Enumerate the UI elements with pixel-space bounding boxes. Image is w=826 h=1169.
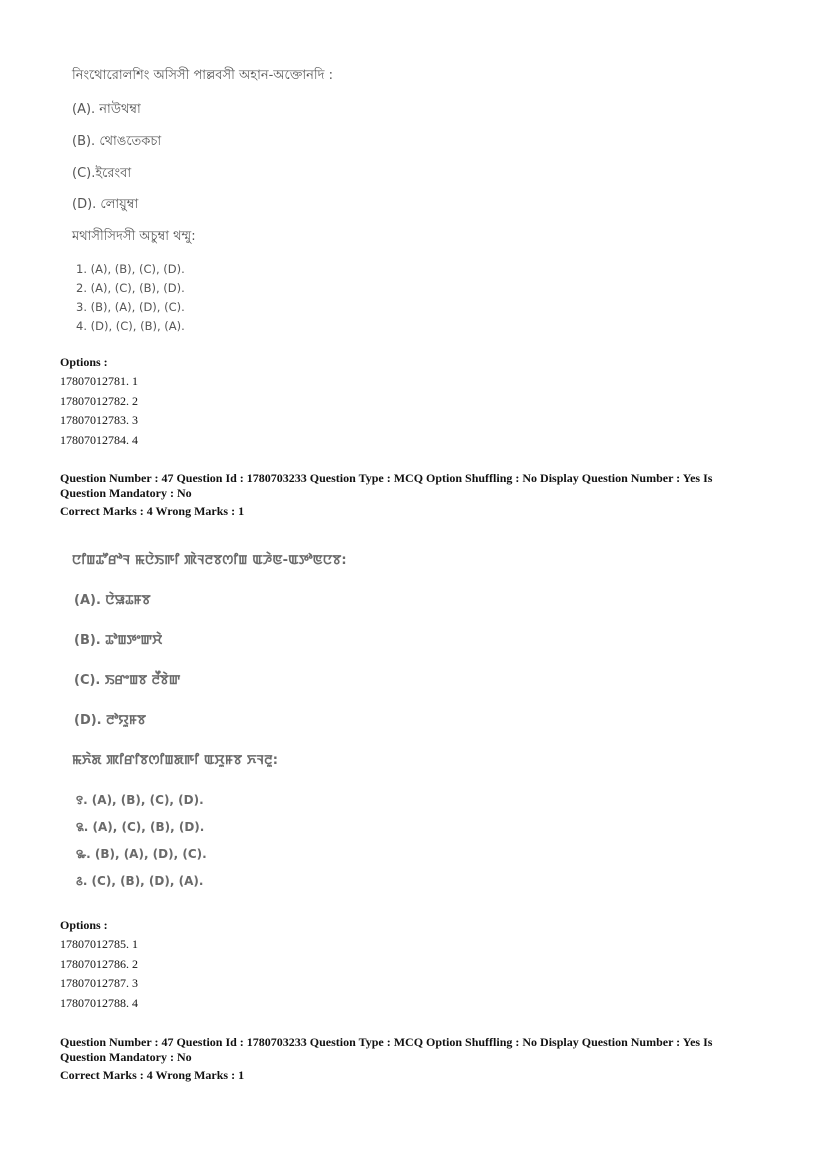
option-id-3: 17807012787. 3 [60,976,138,990]
option-d: (D). লোয়ুম্বা [72,197,139,212]
match-instruction: মথাসীসিদসী অচুম্বা থম্মু: [72,229,196,244]
option-c: (C). ꯏꯔꯦꯡꯕ ꯂꯩꯕꯥꯛ [74,673,181,688]
question-stem: ꯅꯤꯡꯊꯧꯔꯣꯜ ꯃꯅꯥꯏꯒꯤ ꯄꯥꯜꯂꯕꯁꯤꯡ ꯑꯍꯥꯟ-ꯑꯇꯣꯟꯅꯕ: [72,553,347,568]
answer-choice-4: ꯴. (C), (B), (D), (A). [76,874,204,888]
marks-line: Correct Marks : 4 Wrong Marks : 1 [60,1068,245,1082]
question-meta-line1: Question Number : 47 Question Id : 1780703233 Question Type : MCQ Option Shuffling : No Display Question Number : Yes Is [60,1035,713,1049]
options-label: Options : [60,918,108,932]
answer-choice-3: 3. (B), (A), (D), (C). [76,300,185,314]
question-header-47 [60,471,770,519]
answer-choice-2: ꯲. (A), (C), (B), (D). [76,820,205,834]
option-id-4: 17807012784. 4 [60,432,138,447]
options-block-2 [60,918,760,1013]
option-id-4: 17807012788. 4 [60,995,138,1010]
option-a: (A). ꯅꯥꯎꯊꯝꯕ [74,593,151,608]
option-id-1: 17807012781. 1 [60,374,138,388]
question-header-47-repeat [60,1035,770,1083]
option-c: (C).ইরেংবা [72,166,132,181]
option-id-2: 17807012782. 2 [60,393,138,408]
answer-choice-4: 4. (D), (C), (B), (A). [76,319,185,333]
option-d: (D). ꯂꯣꯌꯨꯝꯕ [74,713,146,728]
option-b: (B). ꯊꯣꯡꯇꯦꯛꯆꯥ [74,633,163,648]
question-stem: নিংথোরোলশিং অসিসী পাল্লবসী অহান-অক্তোনদি : [72,68,333,83]
match-instruction: ꯃꯈꯥꯗ ꯄꯤꯔꯤꯕꯁꯤꯡꯗꯒꯤ ꯑꯆꯨꯝꯕ ꯈꯜꯂꯨ: [72,753,279,768]
option-id-1: 17807012785. 1 [60,937,138,951]
option-id-3: 17807012783. 3 [60,413,138,427]
question-meta-line2: Question Mandatory : No [60,1050,192,1064]
option-b: (B). থোঙতেকচা [72,134,162,149]
question-meta-line2: Question Mandatory : No [60,486,192,500]
answer-choice-1: ꯱. (A), (B), (C), (D). [76,793,204,807]
option-id-2: 17807012786. 2 [60,956,138,971]
answer-choice-2: 2. (A), (C), (B), (D). [76,281,185,295]
option-a: (A). নাউথম্বা [72,102,141,117]
options-label: Options : [60,355,108,369]
answer-choice-1: 1. (A), (B), (C), (D). [76,262,185,276]
question-meta-line1: Question Number : 47 Question Id : 1780703233 Question Type : MCQ Option Shuffling : No Display Question Number : Yes Is [60,471,713,485]
marks-line: Correct Marks : 4 Wrong Marks : 1 [60,504,245,518]
options-block-1 [60,355,760,450]
answer-choice-3: ꯳. (B), (A), (D), (C). [76,847,207,861]
